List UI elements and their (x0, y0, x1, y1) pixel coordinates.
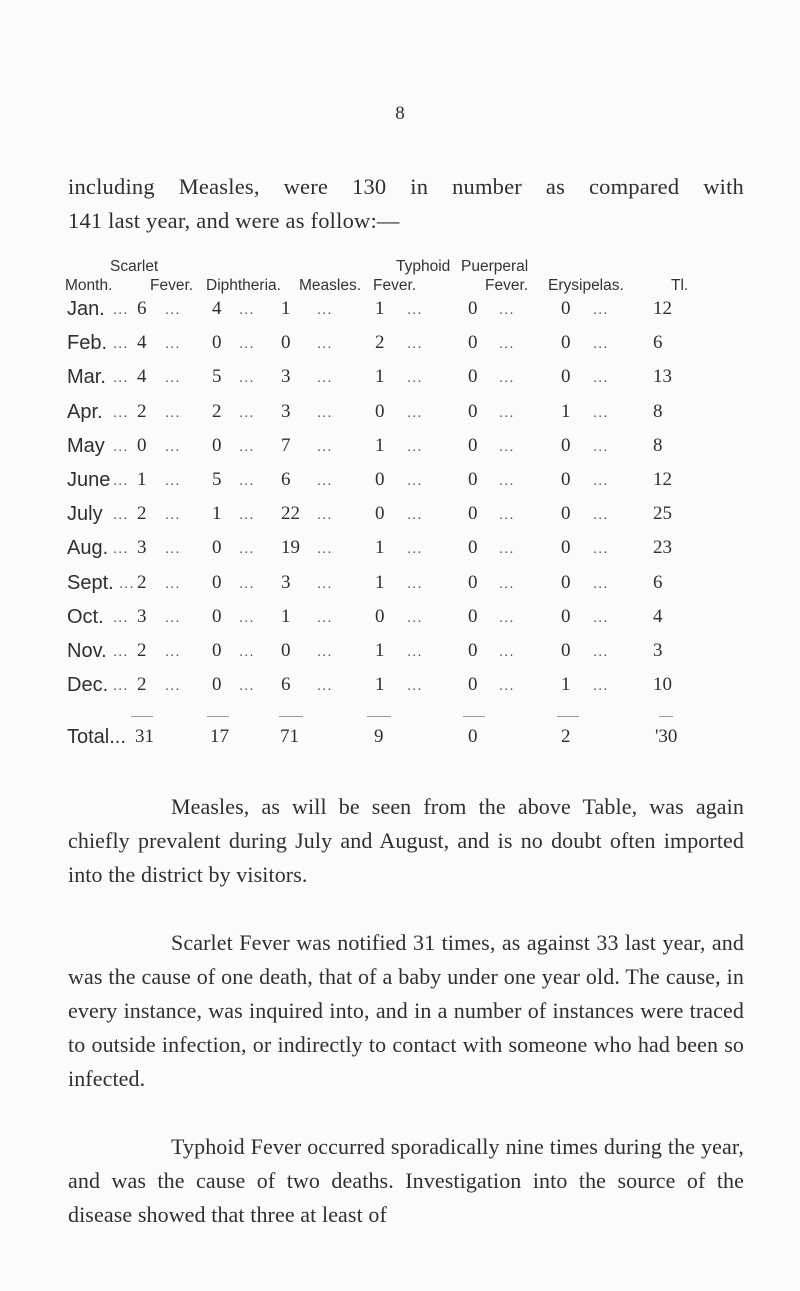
scarlet-cell: 4 (137, 332, 147, 354)
month-label: Oct. (67, 605, 104, 628)
total-cell: 6 (653, 332, 663, 354)
scarlet-cell: 3 (137, 537, 147, 559)
scarlet-cell: 2 (137, 400, 147, 422)
month-label: Aug. (67, 537, 109, 560)
leader-dots: ... (407, 369, 423, 387)
total-cell: 23 (653, 537, 672, 559)
leader-dots: ... (317, 335, 333, 353)
header-month: Month. (65, 277, 113, 294)
total-cell: 4 (653, 605, 663, 627)
leader-dots: ... (317, 608, 333, 626)
measles-text: Measles, as will be seen from the above Table, was again chiefly prevalent during July and August, and is no doubt often imported into the district by visitors. (68, 794, 744, 887)
typhoid-cell: 1 (375, 571, 385, 593)
leader-dots: ... (113, 437, 129, 455)
leader-dots: ... (113, 677, 129, 695)
erysipelas-cell: 0 (561, 571, 571, 593)
puerperal-cell: 0 (468, 605, 478, 627)
puerperal-cell: 0 (468, 298, 478, 319)
leader-dots: ... (165, 540, 181, 558)
header-puerperal: Puerperal (461, 258, 529, 275)
leader-dots: ... (317, 643, 333, 660)
leader-dots: ... (593, 540, 609, 558)
typhoid-text: Typhoid Fever occurred sporadically nine times during the year, and was the cause of two deaths. Investigation into the source of the disease showed that three at least of (68, 1134, 744, 1227)
leader-dots: ... (113, 403, 129, 421)
leader-dots: ... (113, 301, 129, 318)
leader-dots: ... (317, 301, 333, 318)
typhoid-cell: 1 (375, 366, 385, 388)
leader-dots: ... (317, 540, 333, 558)
leader-dots: ... (239, 301, 255, 318)
leader-dots: ... (317, 437, 333, 455)
puerperal-cell: 0 (468, 571, 478, 593)
scarlet-text: Scarlet Fever was notified 31 times, as against 33 last year, and was the cause of one death, that of a baby under one year old. The cause, in every instance, was inquired into, and in a number of instances were traced to outside infection, or indirectly to contact with someone who had been so infected. (68, 930, 744, 1091)
leader-dots: ... (407, 608, 423, 626)
diphtheria-cell: 0 (212, 640, 222, 661)
leader-dots: ... (113, 540, 129, 558)
puerperal-cell: 0 (468, 469, 478, 490)
scarlet-cell: 2 (137, 640, 147, 661)
diphtheria-cell: 0 (212, 674, 222, 696)
total-cell: 13 (653, 366, 672, 388)
month-label: Apr. (67, 400, 103, 423)
leader-dots: ... (113, 369, 129, 387)
total-scarlet: 31 (135, 726, 154, 748)
table-row (67, 503, 767, 537)
leader-dots: ... (407, 301, 423, 318)
total-rule (659, 716, 673, 717)
intro-text (68, 170, 744, 238)
leader-dots: ... (317, 403, 333, 421)
table-row (67, 674, 767, 708)
measles-paragraph (68, 790, 744, 892)
leader-dots: ... (593, 301, 609, 318)
leader-dots: ... (593, 369, 609, 387)
total-cell: 3 (653, 640, 663, 661)
scarlet-cell: 4 (137, 366, 147, 388)
leader-dots: ... (593, 677, 609, 695)
leader-dots: ... (165, 403, 181, 421)
leader-dots: ... (593, 506, 609, 524)
puerperal-cell: 0 (468, 674, 478, 696)
leader-dots: ... (165, 437, 181, 455)
scarlet-cell: 2 (137, 674, 147, 696)
total-rule (463, 716, 485, 717)
table-row (67, 401, 767, 435)
erysipelas-cell: 0 (561, 434, 571, 456)
puerperal-cell: 0 (468, 503, 478, 525)
total-total: '30 (655, 726, 678, 748)
erysipelas-cell: 0 (561, 537, 571, 559)
measles-cell: 7 (281, 434, 291, 456)
total-erysipelas: 2 (561, 726, 571, 748)
diphtheria-cell: 1 (212, 503, 222, 525)
leader-dots: ... (239, 540, 255, 558)
scarlet-cell: 6 (137, 298, 147, 319)
typhoid-cell: 1 (375, 640, 385, 661)
measles-cell: 1 (281, 605, 291, 627)
table-row (67, 298, 767, 332)
typhoid-cell: 1 (375, 298, 385, 319)
measles-cell: 6 (281, 469, 291, 490)
typhoid-cell: 0 (375, 469, 385, 490)
leader-dots: ... (317, 677, 333, 695)
header-measles: Measles. (299, 277, 362, 294)
erysipelas-cell: 0 (561, 503, 571, 525)
puerperal-cell: 0 (468, 640, 478, 661)
total-rule (557, 716, 579, 717)
leader-dots: ... (165, 677, 181, 695)
leader-dots: ... (113, 472, 129, 489)
typhoid-cell: 1 (375, 434, 385, 456)
leader-dots: ... (317, 472, 333, 489)
total-cell: 8 (653, 400, 663, 422)
scarlet-paragraph (68, 926, 744, 1096)
erysipelas-cell: 0 (561, 298, 571, 319)
leader-dots: ... (113, 608, 129, 626)
diphtheria-cell: 0 (212, 332, 222, 354)
leader-dots: ... (239, 608, 255, 626)
diphtheria-cell: 0 (212, 571, 222, 593)
leader-dots: ... (407, 643, 423, 660)
leader-dots: ... (499, 608, 515, 626)
month-label: Jan. (67, 298, 105, 320)
total-rule (367, 716, 391, 717)
intro-line-2: 141 last year, and were as follow:— (68, 208, 400, 233)
leader-dots: ... (499, 335, 515, 353)
leader-dots: ... (499, 643, 515, 660)
leader-dots: ... (239, 335, 255, 353)
table-row (67, 572, 767, 606)
leader-dots: ... (593, 335, 609, 353)
leader-dots: ... (499, 677, 515, 695)
leader-dots: ... (499, 369, 515, 387)
diphtheria-cell: 5 (212, 366, 222, 388)
leader-dots: ... (593, 574, 609, 592)
month-label: May (67, 434, 105, 457)
header-fever-scarlet: Fever. (150, 277, 194, 294)
typhoid-cell: 0 (375, 400, 385, 422)
measles-cell: 6 (281, 674, 291, 696)
total-typhoid: 9 (374, 726, 384, 748)
leader-dots: ... (499, 301, 515, 318)
table-row (67, 469, 767, 503)
measles-cell: 3 (281, 366, 291, 388)
erysipelas-cell: 0 (561, 640, 571, 661)
header-diphtheria: Diphtheria. (206, 277, 281, 294)
leader-dots: ... (407, 335, 423, 353)
header-erysipelas: Erysipelas. (548, 277, 624, 294)
table-row (67, 366, 767, 400)
header-total: Tl. (671, 277, 689, 294)
month-label: Nov. (67, 640, 107, 662)
leader-dots: ... (593, 472, 609, 489)
erysipelas-cell: 0 (561, 366, 571, 388)
leader-dots: ... (239, 677, 255, 695)
table-row (67, 332, 767, 366)
leader-dots: ... (165, 335, 181, 353)
leader-dots: ... (317, 506, 333, 524)
puerperal-cell: 0 (468, 366, 478, 388)
leader-dots: ... (165, 472, 181, 489)
page-number: 8 (395, 103, 405, 124)
erysipelas-cell: 0 (561, 605, 571, 627)
total-cell: 8 (653, 434, 663, 456)
leader-dots: ... (317, 574, 333, 592)
total-cell: 12 (653, 298, 672, 319)
leader-dots: ... (113, 335, 129, 353)
table-row (67, 537, 767, 571)
diphtheria-cell: 0 (212, 537, 222, 559)
diphtheria-cell: 4 (212, 298, 222, 319)
leader-dots: ... (499, 403, 515, 421)
leader-dots: ... (165, 506, 181, 524)
total-diphtheria: 17 (210, 726, 229, 748)
leader-dots: ... (593, 403, 609, 421)
leader-dots: ... (239, 403, 255, 421)
leader-dots: ... (317, 369, 333, 387)
leader-dots: ... (499, 574, 515, 592)
typhoid-cell: 2 (375, 332, 385, 354)
leader-dots: ... (113, 643, 129, 660)
measles-cell: 22 (281, 503, 300, 525)
total-cell: 25 (653, 503, 672, 525)
diphtheria-cell: 0 (212, 605, 222, 627)
leader-dots: ... (239, 506, 255, 524)
erysipelas-cell: 0 (561, 469, 571, 490)
month-label: June (67, 469, 111, 491)
typhoid-cell: 0 (375, 503, 385, 525)
month-label: Dec. (67, 674, 109, 697)
leader-dots: ... (593, 643, 609, 660)
leader-dots: ... (407, 403, 423, 421)
table-row (67, 606, 767, 640)
leader-dots: ... (165, 301, 181, 318)
leader-dots: ... (407, 472, 423, 489)
header-fever-typhoid: Fever. (373, 277, 417, 294)
scarlet-cell: 2 (137, 503, 147, 525)
leader-dots: ... (165, 574, 181, 592)
month-label: Sept. (67, 571, 114, 594)
leader-dots: ... (165, 643, 181, 660)
leader-dots: ... (407, 437, 423, 455)
leader-dots: ... (165, 369, 181, 387)
leader-dots: ... (499, 437, 515, 455)
leader-dots: ... (119, 574, 135, 592)
measles-cell: 19 (281, 537, 300, 559)
scarlet-cell: 3 (137, 605, 147, 627)
month-label: Feb. (67, 332, 108, 355)
measles-cell: 1 (281, 298, 291, 319)
header-typhoid: Typhoid (396, 258, 451, 275)
leader-dots: ... (239, 437, 255, 455)
typhoid-cell: 1 (375, 674, 385, 696)
leader-dots: ... (113, 506, 129, 524)
erysipelas-cell: 1 (561, 674, 571, 696)
scarlet-cell: 1 (137, 469, 147, 490)
total-puerperal: 0 (468, 726, 478, 748)
measles-cell: 3 (281, 571, 291, 593)
header-scarlet: Scarlet (110, 258, 159, 275)
measles-cell: 0 (281, 332, 291, 354)
scarlet-cell: 0 (137, 434, 147, 456)
erysipelas-cell: 1 (561, 400, 571, 422)
measles-cell: 3 (281, 400, 291, 422)
totals-row (67, 726, 767, 760)
leader-dots: ... (593, 437, 609, 455)
table-row (67, 435, 767, 469)
diphtheria-cell: 0 (212, 434, 222, 456)
leader-dots: ... (407, 506, 423, 524)
total-cell: 10 (653, 674, 672, 696)
leader-dots: ... (499, 506, 515, 524)
total-cell: 6 (653, 571, 663, 593)
diphtheria-cell: 5 (212, 469, 222, 490)
puerperal-cell: 0 (468, 332, 478, 354)
puerperal-cell: 0 (468, 434, 478, 456)
scarlet-cell: 2 (137, 571, 147, 593)
puerperal-cell: 0 (468, 400, 478, 422)
header-fever-puerperal: Fever. (485, 277, 529, 294)
total-rule (131, 716, 153, 717)
table-row (67, 640, 767, 674)
leader-dots: ... (165, 608, 181, 626)
total-rule (279, 716, 303, 717)
month-label: July (67, 503, 103, 526)
total-measles: 71 (280, 726, 299, 748)
leader-dots: ... (499, 472, 515, 489)
total-cell: 12 (653, 469, 672, 490)
leader-dots: ... (407, 677, 423, 695)
intro-line-1: including Measles, were 130 in number as compared with (68, 174, 744, 199)
leader-dots: ... (239, 472, 255, 489)
total-rule (207, 716, 229, 717)
measles-cell: 0 (281, 640, 291, 661)
leader-dots: ... (239, 643, 255, 660)
totals-label: Total... (67, 726, 126, 749)
typhoid-paragraph (68, 1130, 744, 1232)
typhoid-cell: 0 (375, 605, 385, 627)
leader-dots: ... (593, 608, 609, 626)
puerperal-cell: 0 (468, 537, 478, 559)
erysipelas-cell: 0 (561, 332, 571, 354)
leader-dots: ... (407, 540, 423, 558)
leader-dots: ... (239, 369, 255, 387)
leader-dots: ... (407, 574, 423, 592)
typhoid-cell: 1 (375, 537, 385, 559)
month-label: Mar. (67, 366, 106, 389)
leader-dots: ... (239, 574, 255, 592)
diphtheria-cell: 2 (212, 400, 222, 422)
leader-dots: ... (499, 540, 515, 558)
